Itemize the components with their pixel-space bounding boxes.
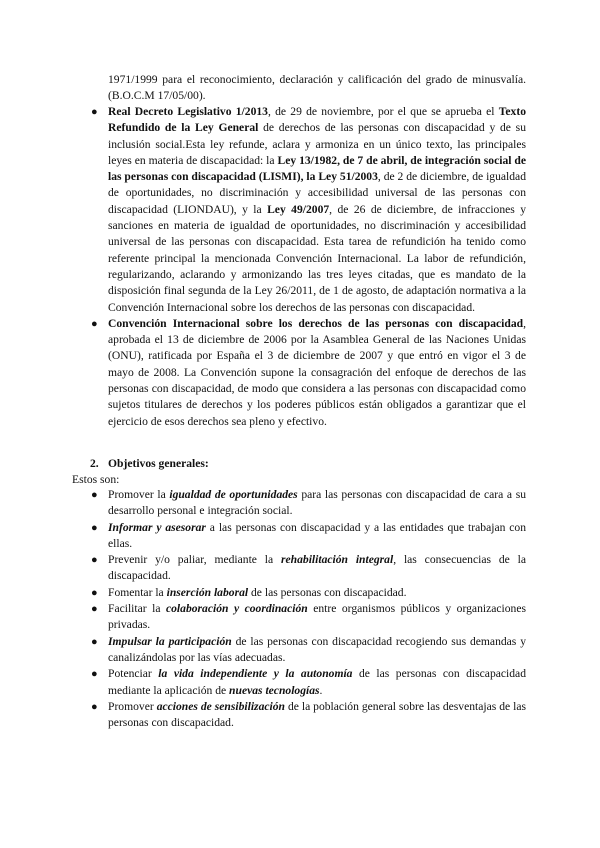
body-text: Promover la — [108, 488, 170, 501]
body-text: de las personas con discapacidad mediante la aplicación de — [108, 667, 526, 697]
section-title: Objetivos generales: — [108, 457, 209, 470]
body-text: Potenciar — [108, 667, 159, 681]
body-text: . — [319, 683, 323, 697]
emphasis-text: la vida independiente y la autonomía — [158, 667, 353, 681]
intro-text: Estos son: — [72, 473, 120, 486]
emphasis-text: acciones de sensibilización — [156, 699, 285, 713]
body-text: entre organismos públicos y organizaciones privadas. — [108, 602, 526, 632]
list-item — [91, 699, 526, 732]
body-text: de las personas con discapacidad recogiendo sus demandas y canalizándolas por las vías adecuadas. — [108, 634, 526, 664]
body-text: Fomentar la — [108, 585, 167, 599]
section-heading — [90, 456, 209, 472]
emphasis-text: nuevas tecnologías — [229, 683, 320, 697]
list-item — [91, 585, 526, 601]
body-text: Promover — [108, 699, 157, 713]
emphasis-text: Ley 49/2007 — [267, 202, 330, 216]
body-text: de las personas con discapacidad. — [248, 585, 407, 599]
list-item — [91, 316, 526, 430]
list-item — [91, 601, 526, 634]
bullet-icon: ● — [91, 317, 98, 330]
emphasis-text: Real Decreto Legislativo 1/2013 — [108, 105, 268, 118]
list-item — [91, 666, 526, 699]
bullet-icon: ● — [91, 554, 98, 567]
bullet-icon: ● — [91, 521, 98, 534]
emphasis-text: Impulsar la participación — [108, 634, 232, 648]
legislation-list — [91, 104, 526, 430]
body-text: de derechos de las personas con discapacidad y de su inclusión social.Esta ley refunde, aclara y armoniza en un único texto, las principales leyes en materia de discapacidad: la — [108, 121, 526, 167]
body-text: , las consecuencias de la discapacidad. — [108, 553, 526, 583]
emphasis-text: Texto Refundido de la Ley General — [108, 105, 526, 135]
body-text: , de 2 de diciembre, de igualdad de oportunidades, no discriminación y accesibilidad universal de las personas con discapacidad (LIONDAU), y la — [108, 170, 526, 216]
emphasis-text: Ley 13/1982, de 7 de abril, de integración social de las personas con discapacidad (LISMI), la Ley 51/2003 — [108, 153, 526, 184]
list-item — [91, 634, 526, 667]
body-text: Facilitar la — [108, 602, 166, 616]
emphasis-text: colaboración y coordinación — [165, 602, 308, 616]
emphasis-text: Informar y asesorar — [108, 520, 206, 534]
list-item — [91, 520, 526, 553]
emphasis-text: igualdad de oportunidades — [169, 488, 298, 501]
body-text: , aprobada el 13 de diciembre de 2006 por la Asamblea General de las Naciones Unidas (ONU), ratificada por España el 3 de diciembre de 2007 y que entró en vigor el 3 de mayo de 2008. La Convención supone la consagración del enfoque de derechos de las personas con discapacidad, de modo que considera a las personas con discapacidad como sujetos titulares de derechos y los poderes públicos están obligados a garantizar que el ejercicio de esos derechos sea pleno y efectivo. — [108, 316, 526, 428]
list-item — [91, 552, 526, 585]
bullet-icon: ● — [91, 603, 98, 616]
emphasis-text: Convención Internacional sobre los derechos de las personas con discapacidad — [108, 316, 524, 330]
body-text: , de 29 de noviembre, por el que se aprueba el — [267, 105, 499, 118]
bullet-icon: ● — [91, 106, 98, 118]
body-text: Prevenir y/o paliar, mediante la — [108, 553, 281, 567]
bullet-icon: ● — [91, 668, 98, 681]
bullet-icon: ● — [91, 586, 98, 599]
continuation-paragraph: 1971/1999 para el reconocimiento, declaración y calificación del grado de minusvalía. (B.O.C.M 17/05/00). — [108, 73, 526, 103]
body-text: a las personas con discapacidad y a las entidades que trabajan con ellas. — [108, 520, 527, 550]
list-item — [91, 487, 526, 520]
body-text: , de 26 de diciembre, de infracciones y sanciones en materia de igualdad de oportunidades, no discriminación y accesibilidad universal de las personas con discapacidad. Esta tarea de refundición ha tenido como referente principal la mencionada Convención Internacional. La labor de refundición, regularizando, aclarando y armonizando las tres leyes citadas, que es mandato de la disposición final segunda de la Ley 26/2011, de 1 de agosto, de adaptación normativa a la Convención Internacional sobre los derechos de las personas con discapacidad. — [108, 202, 527, 314]
bullet-icon: ● — [91, 489, 98, 501]
section-number: 2. — [90, 457, 99, 470]
list-item — [91, 104, 526, 316]
bullet-icon: ● — [91, 635, 98, 648]
body-text: para las personas con discapacidad de cara a su desarrollo personal e integración social. — [108, 488, 527, 518]
bullet-icon: ● — [91, 700, 98, 713]
body-text: de la población general sobre las desventajas de las personas con discapacidad. — [108, 699, 527, 730]
emphasis-text: rehabilitación integral — [281, 553, 394, 567]
emphasis-text: inserción laboral — [166, 585, 249, 599]
objectives-list — [91, 487, 526, 731]
